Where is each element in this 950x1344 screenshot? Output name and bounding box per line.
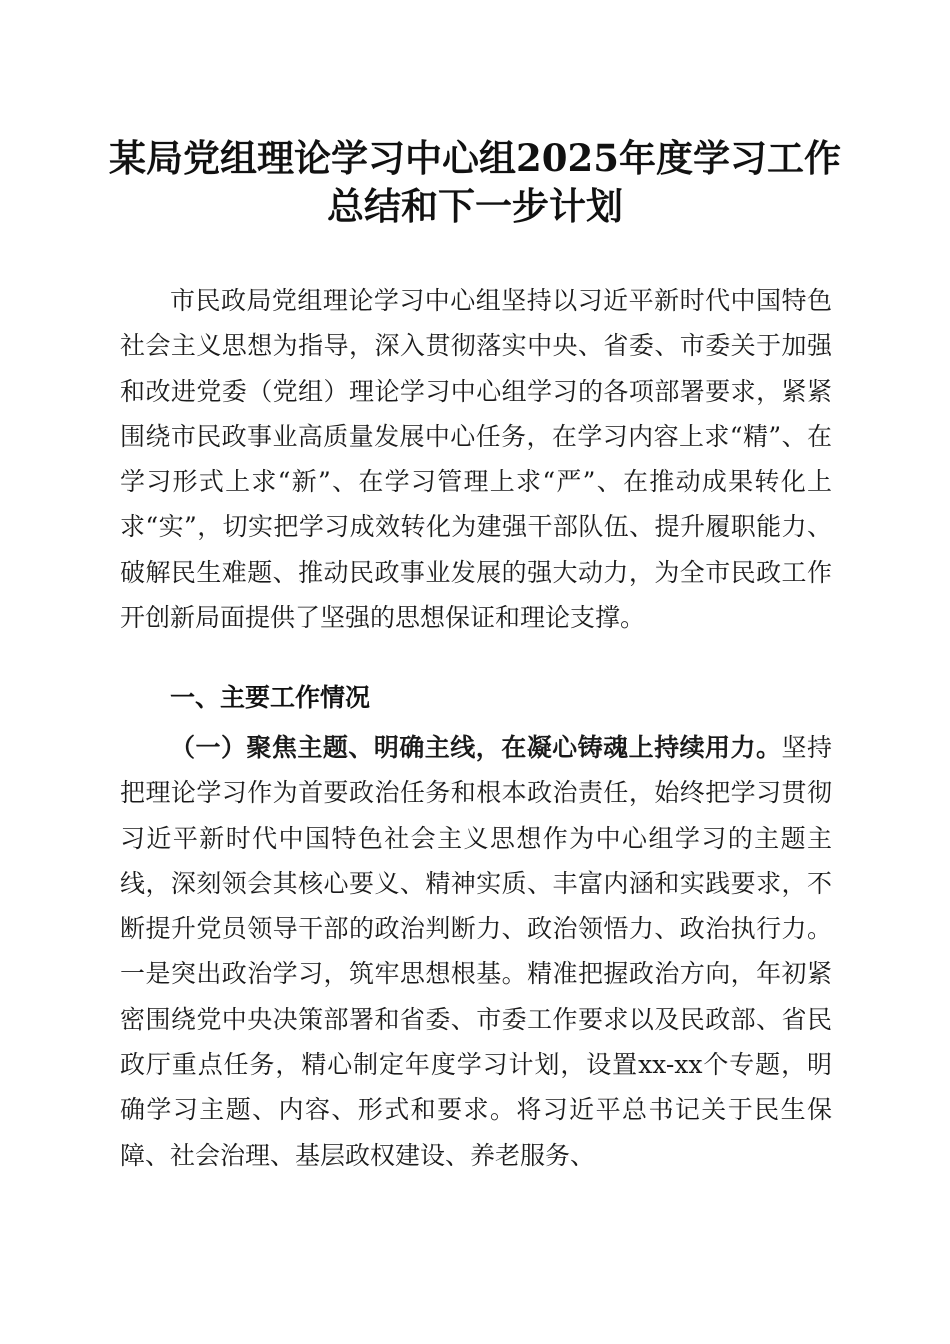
section-1-heading: 一、主要工作情况 [170, 683, 371, 712]
document-title [100, 134, 850, 230]
subsection-1-lead: （一）聚焦主题、明确主线，在凝心铸魂上持续用力。 [170, 733, 782, 762]
intro-paragraph: 市民政局党组理论学习中心组坚持以习近平新时代中国特色社会主义思想为指导，深入贯彻落实中央、省委、市委关于加强和改进党委（党组）理论学习中心组学习的各项部署要求，紧紧围绕市民政事业高质量发展中心任务，在学习内容上求“精”、在学习形式上求“新”、在学习管理上求“严”、在推动成果转化上求“实”，切实把学习成效转化为建强干部队伍、提升履职能力、破解民生难题、推动民政事业发展的强大动力，为全市民政工作开创新局面提供了坚强的思想保证和理论支撑。 [120, 286, 832, 633]
section-1-subsection-1-paragraph [120, 725, 832, 1178]
title-line-2: 总结和下一步计划 [327, 184, 623, 228]
subsection-1-body: 坚持把理论学习作为首要政治任务和根本政治责任，始终把学习贯彻习近平新时代中国特色社会主义思想作为中心组学习的主题主线，深刻领会其核心要义、精神实质、丰富内涵和实践要求，不断提升党员领导干部的政治判断力、政治领悟力、政治执行力。一是突出政治学习，筑牢思想根基。精准把握政治方向，年初紧密围绕党中央决策部署和省委、市委工作要求以及民政部、省民政厅重点任务，精心制定年度学习计划，设置xx-xx个专题，明确学习主题、内容、形式和要求。将习近平总书记关于民生保障、社会治理、基层政权建设、养老服务、 [120, 733, 832, 1170]
title-line-1: 某局党组理论学习中心组2025年度学习工作 [109, 136, 841, 180]
